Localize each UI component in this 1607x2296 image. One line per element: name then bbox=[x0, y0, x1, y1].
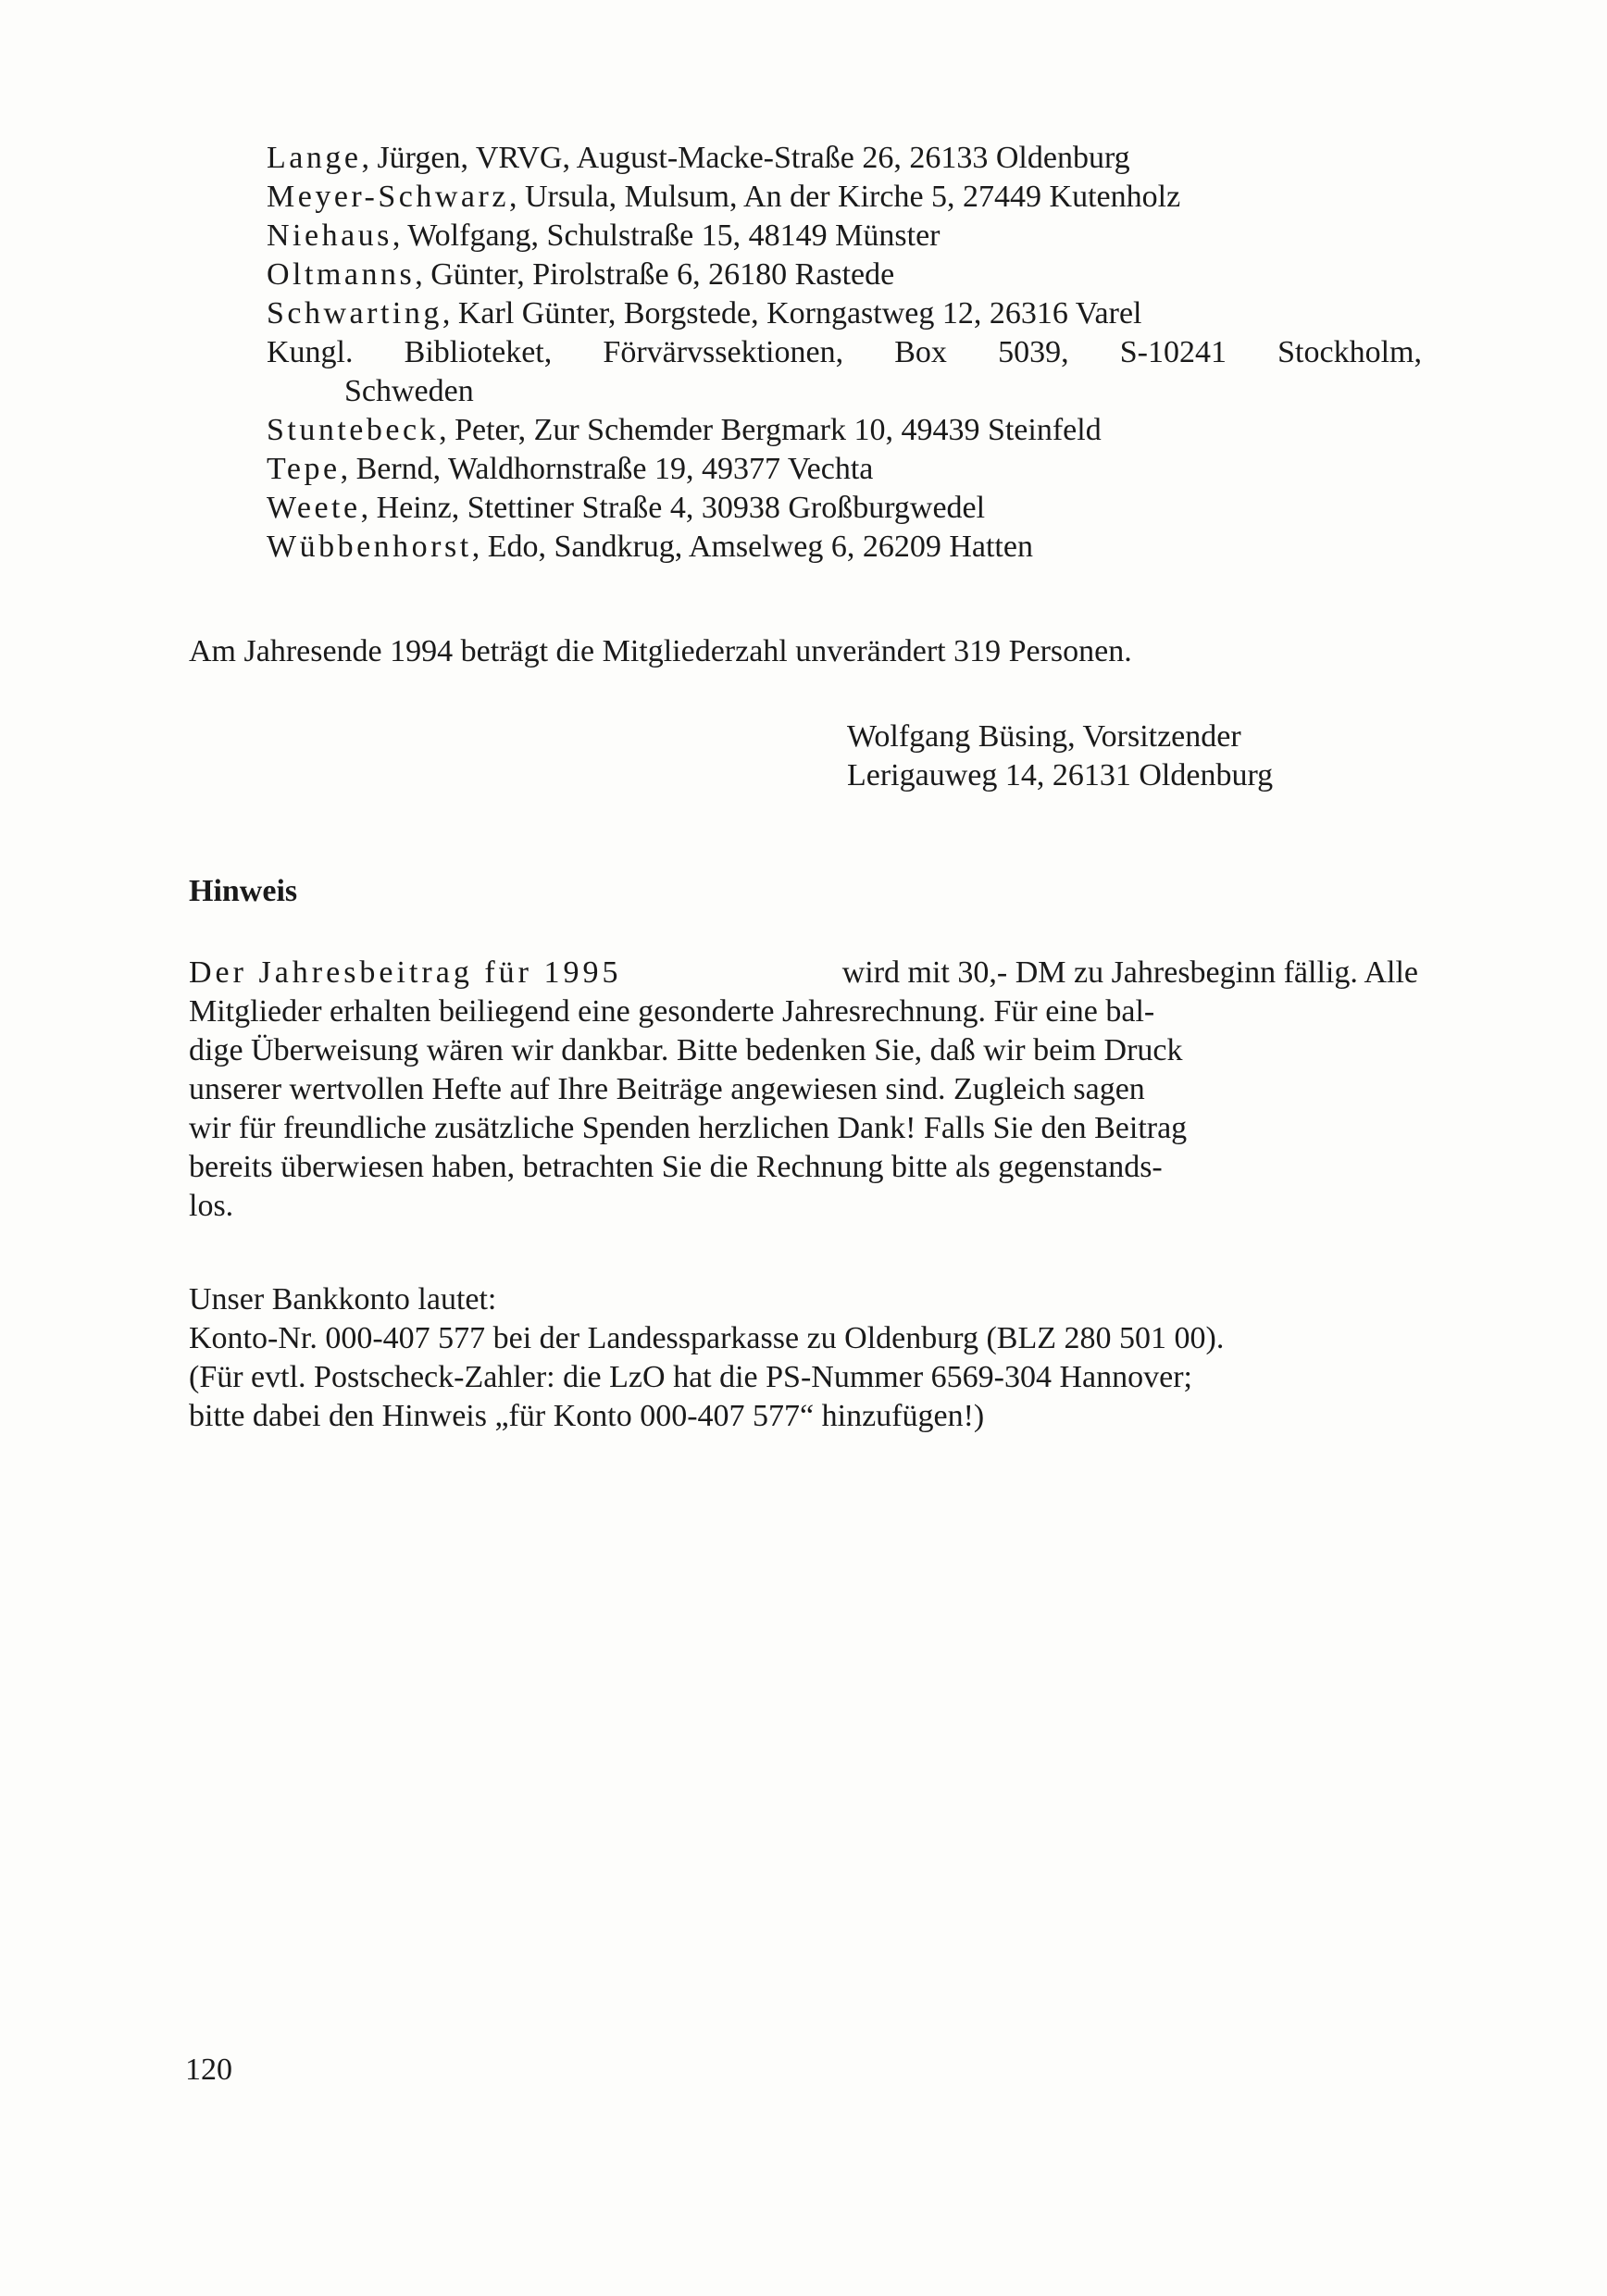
signature-name: Wolfgang Büsing, Vorsitzender bbox=[847, 719, 1241, 754]
member-word: Box bbox=[894, 335, 947, 369]
member-word: Förvärvssektionen, bbox=[603, 335, 844, 369]
member-entry bbox=[267, 528, 1433, 567]
member-word: Biblioteket, bbox=[404, 335, 553, 369]
member-details: , Jürgen, VRVG, August-Macke-Straße 26, 26133 Oldenburg bbox=[361, 141, 1130, 175]
bank-details bbox=[189, 1280, 1429, 1436]
member-word: Kungl. bbox=[267, 335, 354, 369]
page-number: 120 bbox=[185, 2053, 232, 2087]
notice-line bbox=[189, 954, 1418, 992]
member-word: 5039, bbox=[998, 335, 1069, 369]
member-name: Lange bbox=[267, 141, 362, 175]
bank-line: Konto-Nr. 000-407 577 bei der Landessparkasse zu Oldenburg (BLZ 280 501 00). bbox=[189, 1321, 1225, 1355]
notice-line: los. bbox=[189, 1189, 234, 1223]
notice-line: Mitglieder erhalten beiliegend eine gesonderte Jahresrechnung. Für eine bal- bbox=[189, 994, 1155, 1029]
member-name: Niehaus bbox=[267, 218, 392, 253]
member-details: , Wolfgang, Schulstraße 15, 48149 Münster bbox=[392, 218, 941, 253]
member-count-summary: Am Jahresende 1994 beträgt die Mitgliederzahl unverändert 319 Personen. bbox=[189, 634, 1132, 668]
notice-line: wir für freundliche zusätzliche Spenden herzlichen Dank! Falls Sie den Beitrag bbox=[189, 1111, 1188, 1145]
member-name: Schwarting bbox=[267, 296, 442, 331]
signature-block bbox=[847, 718, 1273, 795]
member-entry bbox=[267, 294, 1433, 333]
notice-text: wird mit 30,- DM zu Jahresbeginn fällig. Alle bbox=[841, 955, 1418, 990]
member-details: , Edo, Sandkrug, Amselweg 6, 26209 Hatten bbox=[471, 530, 1033, 564]
member-details-line bbox=[267, 333, 1422, 372]
notice-line: unserer wertvollen Hefte auf Ihre Beiträge angewiesen sind. Zugleich sagen bbox=[189, 1072, 1145, 1106]
member-name: Meyer-Schwarz bbox=[267, 180, 509, 214]
member-name: Weete bbox=[267, 491, 361, 525]
member-details: , Bernd, Waldhornstraße 19, 49377 Vechta bbox=[340, 452, 874, 486]
member-entry bbox=[267, 217, 1433, 256]
member-details: , Günter, Pirolstraße 6, 26180 Rastede bbox=[415, 257, 895, 292]
member-word: S-10241 bbox=[1119, 335, 1227, 369]
member-word: Stockholm, bbox=[1277, 335, 1422, 369]
member-name: Wübbenhorst bbox=[267, 530, 472, 564]
member-details: , Heinz, Stettiner Straße 4, 30938 Großburgwedel bbox=[360, 491, 986, 525]
member-entry-institution bbox=[267, 333, 1433, 411]
member-name: Tepe bbox=[267, 452, 341, 486]
member-details: , Peter, Zur Schemder Bergmark 10, 49439 Steinfeld bbox=[439, 413, 1102, 447]
section-heading: Hinweis bbox=[189, 874, 298, 908]
bank-line: (Für evtl. Postscheck-Zahler: die LzO hat die PS-Nummer 6569-304 Hannover; bbox=[189, 1360, 1192, 1394]
member-details-continuation: Schweden bbox=[344, 374, 474, 408]
bank-intro: Unser Bankkonto lautet: bbox=[189, 1282, 497, 1316]
notice-paragraph bbox=[189, 954, 1418, 1226]
signature-address: Lerigauweg 14, 26131 Oldenburg bbox=[847, 758, 1274, 792]
member-entry bbox=[267, 139, 1433, 178]
member-name: Oltmanns bbox=[267, 257, 416, 292]
notice-line: bereits überwiesen haben, betrachten Sie die Rechnung bitte als gegenstands- bbox=[189, 1150, 1163, 1184]
member-name: Stuntebeck bbox=[267, 413, 440, 447]
member-details: , Karl Günter, Borgstede, Korngastweg 12, 26316 Varel bbox=[442, 296, 1142, 331]
member-entry bbox=[267, 411, 1433, 450]
member-list bbox=[267, 139, 1433, 567]
member-entry bbox=[267, 489, 1433, 528]
member-details: , Ursula, Mulsum, An der Kirche 5, 27449 Kutenholz bbox=[508, 180, 1181, 214]
member-entry bbox=[267, 450, 1433, 489]
notice-emphasis: Der Jahresbeitrag für 1995 bbox=[189, 955, 622, 990]
bank-line: bitte dabei den Hinweis „für Konto 000-407 577“ hinzufügen!) bbox=[189, 1399, 985, 1433]
member-entry bbox=[267, 256, 1433, 294]
notice-line: dige Überweisung wären wir dankbar. Bitte bedenken Sie, daß wir beim Druck bbox=[189, 1033, 1183, 1067]
member-entry bbox=[267, 178, 1433, 217]
